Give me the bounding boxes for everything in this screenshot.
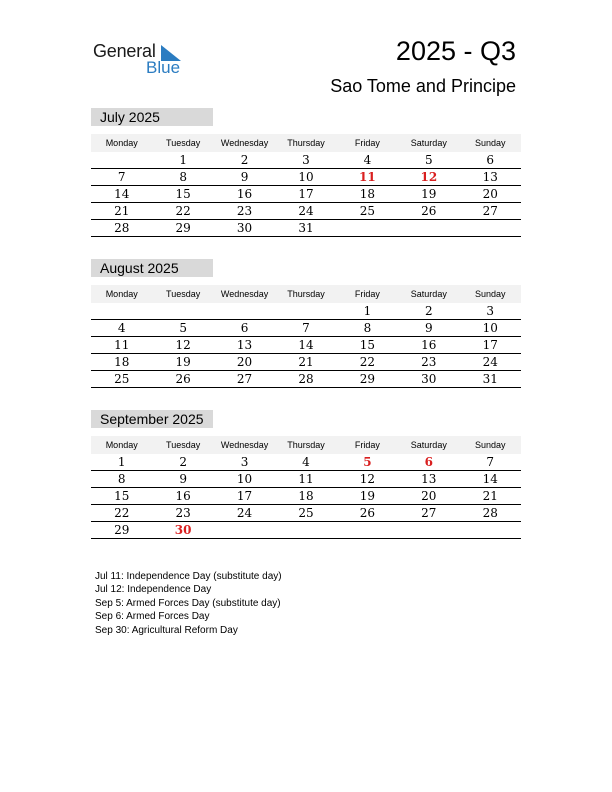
day-cell: 2 [425,304,433,318]
day-cell: 27 [482,204,498,218]
day-cell: 20 [482,187,498,201]
day-cell: 7 [302,321,310,335]
day-cell: 1 [363,304,372,318]
day-cell: 7 [486,455,495,469]
weekday-label: Friday [354,289,380,299]
day-cell: 16 [175,489,191,503]
day-cell: 1 [179,153,187,167]
day-cell: 18 [298,489,314,503]
day-cell: 3 [302,153,310,167]
day-cell: 18 [114,355,130,369]
day-cell: 11 [298,472,314,486]
weekday-label: Monday [105,138,138,148]
day-cell: 30 [236,221,253,235]
weekday-label: Saturday [410,289,447,299]
day-cell: 29 [114,523,130,537]
day-cell: 21 [298,355,314,369]
day-cell: 3 [240,455,249,469]
weekday-label: Sunday [474,289,506,299]
day-cell: 24 [482,355,498,369]
weekday-label: Monday [105,440,138,450]
day-cell [398,522,459,538]
day-cell: 14 [114,187,130,201]
weekday-label: Monday [105,289,138,299]
day-cell: 24 [236,506,253,520]
logo [93,41,193,77]
day-cell: 9 [240,170,249,184]
weekday-label: Saturday [410,138,447,148]
day-cell: 28 [114,221,130,235]
day-cell: 8 [179,170,187,184]
holiday-note: Sep 6: Armed Forces Day [95,611,210,623]
day-cell [337,522,398,538]
day-cell: 16 [421,338,437,352]
day-cell: 17 [482,338,498,352]
day-cell: 25 [114,372,130,386]
month-september [91,410,521,539]
weekday-label: Friday [354,440,380,450]
page-title: 2025 - Q3 [395,36,516,66]
weekday-label: Sunday [474,138,506,148]
week-row [91,186,521,203]
day-cell [337,220,398,236]
day-cell: 22 [359,355,376,369]
holiday-day-cell: 5 [363,455,372,469]
logo-general-text: General [93,41,156,61]
day-cell: 4 [117,321,126,335]
weekday-label: Thursday [287,440,325,450]
day-cell: 17 [236,489,253,503]
day-cell: 14 [298,338,314,352]
weekday-label: Tuesday [166,289,201,299]
day-cell: 22 [114,506,130,520]
day-cell: 21 [482,489,498,503]
day-cell: 15 [359,338,376,352]
day-cell: 16 [236,187,253,201]
weekday-label: Wednesday [220,440,269,450]
day-cell: 26 [359,506,376,520]
holiday-note: Jul 11: Independence Day (substitute day) [95,571,282,582]
weekday-label: Wednesday [220,289,269,299]
weekday-header [91,134,521,152]
day-cell: 25 [298,506,314,520]
day-cell: 20 [236,355,253,369]
day-cell: 8 [363,321,372,335]
week-row [91,488,521,505]
holiday-note: Sep 30: Agricultural Reform Day [95,624,238,636]
weekday-label: Friday [354,138,380,148]
day-cell: 9 [425,321,433,335]
day-cell: 4 [302,455,310,469]
week-row [91,522,521,539]
day-cell: 12 [359,472,376,486]
day-cell: 28 [482,506,498,520]
week-row [91,337,521,354]
week-row [91,454,521,471]
weekday-label: Sunday [474,440,506,450]
day-cell: 21 [114,204,130,218]
weekday-header [91,285,521,303]
week-row [91,152,521,169]
weekday-label: Tuesday [166,440,201,450]
week-row [91,220,521,237]
week-row [91,505,521,522]
day-cell: 25 [359,204,376,218]
day-cell: 18 [359,187,376,201]
holiday-day-cell: 30 [174,523,192,537]
holiday-notes [95,570,282,637]
month-july [91,108,521,237]
day-cell: 26 [175,372,191,386]
day-cell: 30 [421,372,437,386]
month-title: July 2025 [91,108,213,126]
holiday-note: Sep 5: Armed Forces Day (substitute day) [95,597,281,609]
day-cell: 8 [117,472,126,486]
day-cell [214,522,275,538]
day-cell [275,522,336,538]
holiday-day-cell: 11 [359,170,376,184]
day-cell: 17 [298,187,314,201]
weekday-label: Saturday [410,440,447,450]
holiday-note: Jul 12: Independence Day [95,584,212,596]
week-row [91,371,521,388]
day-cell: 29 [359,372,376,386]
week-row [91,203,521,220]
day-cell: 9 [179,472,187,486]
day-cell: 10 [482,321,498,335]
day-cell: 3 [486,304,495,318]
day-cell: 24 [298,204,314,218]
week-row [91,303,521,320]
week-row [91,354,521,371]
day-cell: 15 [175,187,191,201]
day-cell: 23 [175,506,191,520]
day-cell: 2 [179,455,187,469]
day-cell: 13 [236,338,253,352]
day-cell: 12 [175,338,191,352]
day-cell: 6 [486,153,495,167]
weekday-label: Wednesday [220,138,269,148]
day-cell: 4 [363,153,372,167]
day-cell [398,220,459,236]
day-cell: 5 [179,321,187,335]
day-cell: 19 [175,355,191,369]
day-cell: 6 [240,321,249,335]
day-cell [91,152,152,168]
day-cell [460,220,521,236]
day-cell: 10 [298,170,314,184]
month-title: September 2025 [91,410,213,428]
holiday-day-cell: 6 [424,455,433,469]
day-cell: 14 [482,472,498,486]
day-cell: 19 [421,187,437,201]
day-cell: 13 [421,472,437,486]
day-cell: 20 [421,489,437,503]
day-cell: 27 [421,506,437,520]
day-cell: 7 [117,170,126,184]
weekday-label: Thursday [287,289,325,299]
day-cell [152,303,213,319]
day-cell [275,303,336,319]
day-cell [91,303,152,319]
day-cell: 31 [298,221,314,235]
day-cell: 29 [175,221,191,235]
day-cell: 11 [114,338,130,352]
country-name: Sao Tome and Principe [330,76,516,96]
weekday-label: Thursday [287,138,325,148]
day-cell: 1 [117,455,126,469]
month-august [91,259,521,388]
day-cell: 23 [236,204,253,218]
day-cell: 5 [425,153,433,167]
weekday-label: Tuesday [166,138,201,148]
day-cell: 10 [236,472,253,486]
day-cell: 22 [175,204,191,218]
day-cell: 26 [421,204,437,218]
day-cell [214,303,275,319]
week-row [91,169,521,186]
day-cell: 19 [359,489,376,503]
day-cell: 23 [421,355,437,369]
day-cell: 31 [482,372,498,386]
day-cell: 28 [298,372,314,386]
day-cell: 2 [240,153,249,167]
day-cell: 15 [114,489,130,503]
month-title: August 2025 [91,259,213,277]
logo-blue-text: Blue [146,58,181,77]
day-cell: 13 [482,170,498,184]
day-cell: 27 [236,372,253,386]
day-cell [460,522,521,538]
holiday-day-cell: 12 [420,170,438,184]
weekday-header [91,436,521,454]
week-row [91,320,521,337]
week-row [91,471,521,488]
